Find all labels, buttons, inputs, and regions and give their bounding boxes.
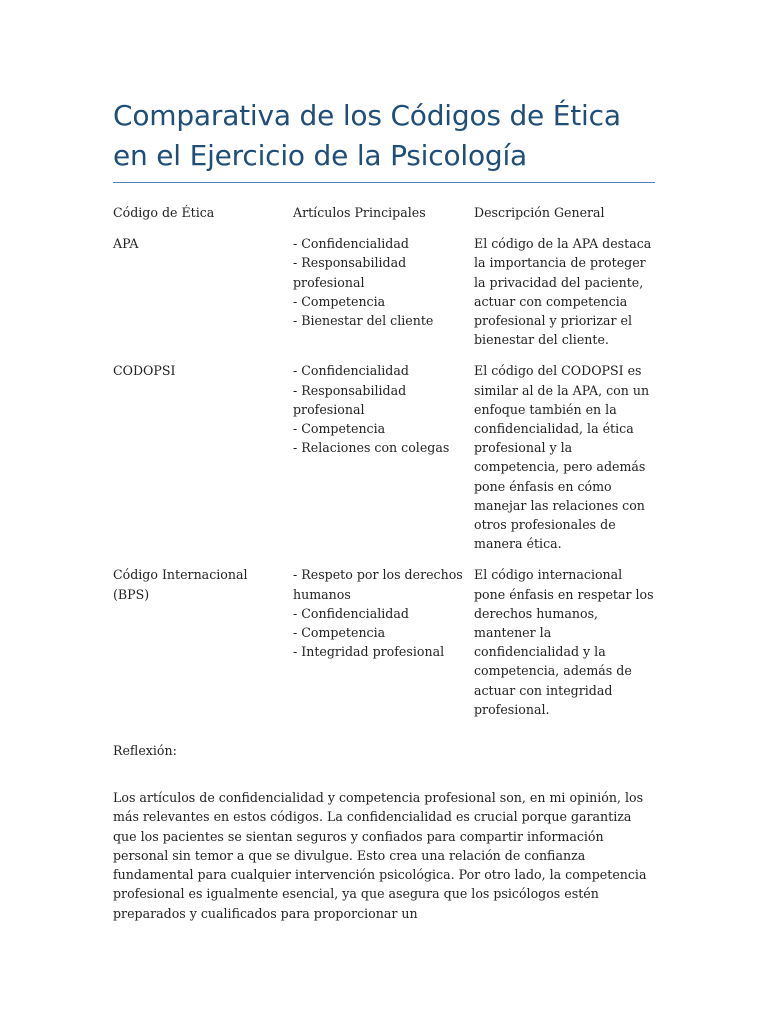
row-description: El código internacional pone énfasis en respetar los derechos humanos, mantener la confidencialidad y la competencia, además de actuar con integridad profesional. <box>474 567 654 717</box>
ethics-comparison-table <box>113 203 655 719</box>
row-articles <box>293 361 474 553</box>
table-header-row <box>113 203 655 222</box>
article-item: - Relaciones con colegas <box>293 440 450 456</box>
article-item: - Respeto por los derechos humanos <box>293 567 463 602</box>
row-articles <box>293 234 474 349</box>
table-row <box>113 361 655 553</box>
article-item: - Competencia <box>293 293 386 309</box>
header-articles: Artículos Principales <box>293 205 426 220</box>
reflection-label: Reflexión: <box>113 743 177 759</box>
article-item: - Bienestar del cliente <box>293 313 434 329</box>
row-articles <box>293 565 474 719</box>
row-code: APA <box>113 236 139 252</box>
article-item: - Competencia <box>293 625 386 641</box>
row-description: El código del CODOPSI es similar al de la APA, con un enfoque también en la confidencialidad, la ética profesional y la competencia, pero además pone énfasis en cómo manejar las relaciones con otros profesionales de manera ética. <box>474 363 650 552</box>
row-description: El código de la APA destaca la importancia de proteger la privacidad del paciente, actuar con competencia profesional y priorizar el bienestar del cliente. <box>474 236 652 348</box>
row-code: Código Internacional (BPS) <box>113 567 248 602</box>
article-item: - Confidencialidad <box>293 605 409 621</box>
table-row <box>113 565 655 719</box>
header-code: Código de Ética <box>113 205 215 220</box>
document-title: Comparativa de los Códigos de Ética en el Ejercicio de la Psicología <box>113 96 655 183</box>
article-item: - Responsabilidad profesional <box>293 255 407 290</box>
article-item: - Competencia <box>293 421 386 437</box>
article-item: - Confidencialidad <box>293 236 409 252</box>
article-item: - Confidencialidad <box>293 363 409 379</box>
article-item: - Integridad profesional <box>293 644 445 660</box>
row-code: CODOPSI <box>113 363 176 379</box>
header-description: Descripción General <box>474 205 605 220</box>
article-item: - Responsabilidad profesional <box>293 382 407 417</box>
reflection-paragraph: Los artículos de confidencialidad y competencia profesional son, en mi opinión, los más relevantes en estos códigos. La confidencialidad es crucial porque garantiza que los pacientes se sientan seguros y confiados para compartir información personal sin temor a que se divulgue. Esto crea una relación de confianza fundamental para cualquier intervención psicológica. Por otro lado, la competencia profesional es igualmente esencial, ya que asegura que los psicólogos estén preparados y cualificados para proporcionar un <box>113 790 647 921</box>
table-row <box>113 234 655 349</box>
